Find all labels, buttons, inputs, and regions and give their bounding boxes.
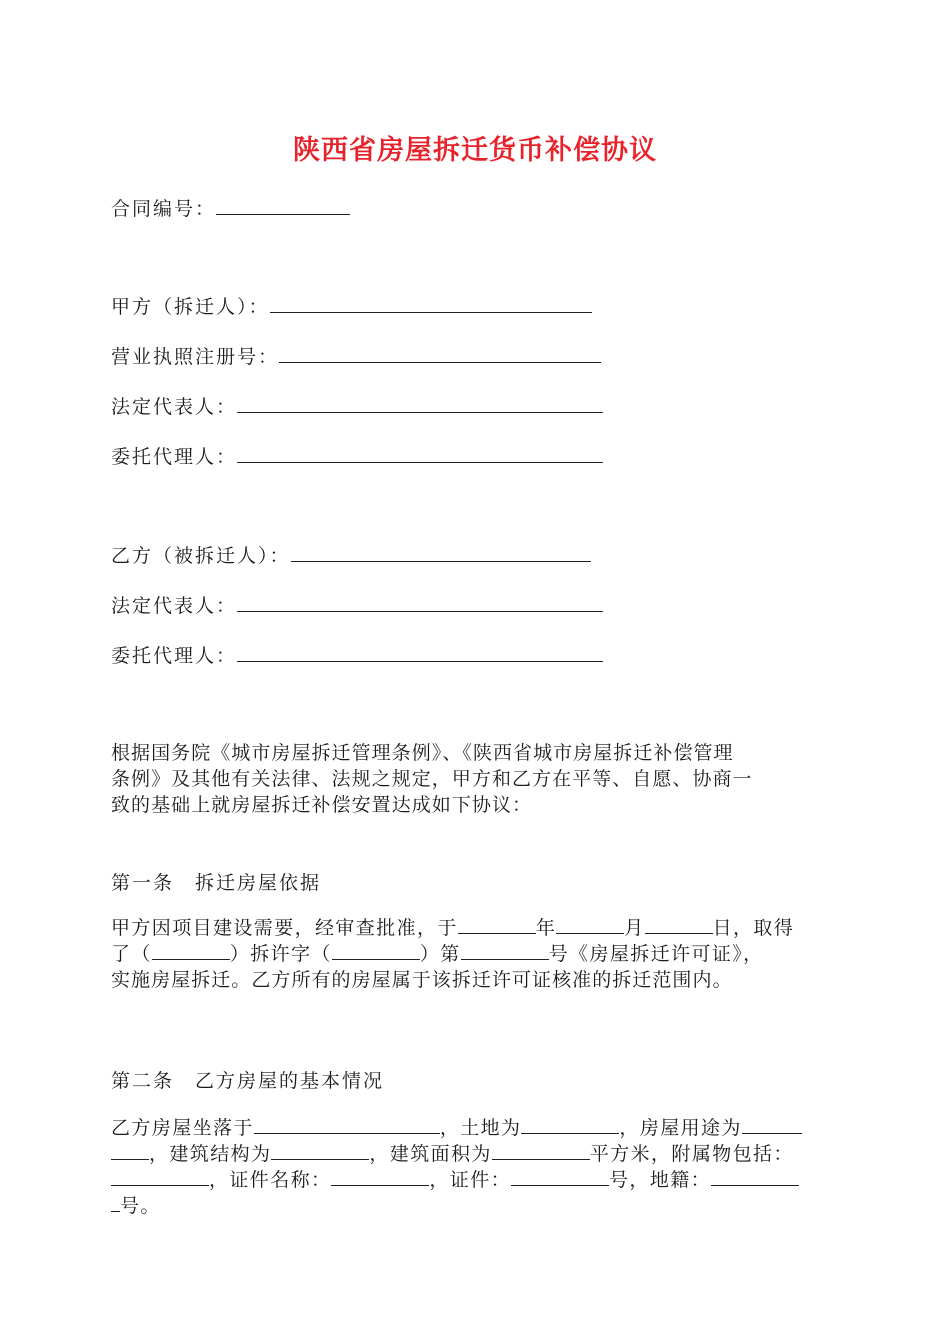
month-label: 月 <box>624 917 645 939</box>
day-label: 日，取得 <box>712 917 795 939</box>
party-b-rep-label: 法定代表人： <box>111 595 238 617</box>
article-2-line-1 <box>111 1116 802 1141</box>
year-label: 年 <box>535 917 557 939</box>
article-2-line-2 <box>111 1142 794 1167</box>
party-a-agent-label: 委托代理人： <box>111 446 238 468</box>
year-blank[interactable] <box>458 917 536 934</box>
article-1-line-3: 实施房屋拆迁。乙方所有的房屋属于该拆迁许可证核准的拆迁范围内。 <box>111 969 733 991</box>
party-a-rep-label: 法定代表人： <box>111 396 238 418</box>
article-1-text-e: 号《房屋拆迁许可证》， <box>548 943 764 965</box>
party-a-name-blank[interactable] <box>270 294 592 313</box>
month-blank[interactable] <box>556 917 624 934</box>
structure-label: ，建筑结构为 <box>149 1143 272 1165</box>
party-a-rep-blank[interactable] <box>237 394 603 413</box>
land-label: ，土地为 <box>439 1117 522 1139</box>
party-b-agent-row <box>111 643 603 669</box>
structure-blank[interactable] <box>271 1143 369 1160</box>
number-suffix: 号。 <box>120 1195 161 1217</box>
party-b-name-label: 乙方（被拆迁人）： <box>111 545 291 567</box>
permit-year-blank[interactable] <box>332 943 420 960</box>
contract-number-blank[interactable] <box>216 196 350 215</box>
usage-blank-cont[interactable] <box>111 1143 149 1160</box>
article-1-text-a: 甲方因项目建设需要，经审查批准，于 <box>111 917 458 939</box>
party-a-name-label: 甲方（拆迁人）： <box>111 296 270 318</box>
party-b-agent-label: 委托代理人： <box>111 645 238 667</box>
party-b-agent-blank[interactable] <box>237 643 603 662</box>
article-1-text-c: ）拆许字（ <box>229 943 332 965</box>
article-2-heading: 第二条 乙方房屋的基本情况 <box>111 1070 385 1092</box>
contract-number-row <box>111 196 350 222</box>
cadastral-blank-cont[interactable] <box>111 1195 120 1212</box>
article-2-line-3 <box>111 1168 799 1193</box>
intro-line-2: 条例》及其他有关法律、法规之规定，甲方和乙方在平等、自愿、协商一 <box>111 768 753 790</box>
intro-line-1: 根据国务院《城市房屋拆迁管理条例》、《陕西省城市房屋拆迁补偿管理 <box>111 742 734 764</box>
certificate-label: ，证件： <box>429 1169 512 1191</box>
party-a-rep-row <box>111 394 603 420</box>
party-a-license-blank[interactable] <box>279 344 601 363</box>
location-blank[interactable] <box>254 1117 440 1134</box>
article-2-line-4 <box>111 1194 161 1219</box>
party-b-name-row <box>111 543 591 569</box>
party-a-agent-row <box>111 444 603 470</box>
article-1-heading: 第一条 拆迁房屋依据 <box>111 872 322 894</box>
article-1-text-b: 了（ <box>111 943 152 965</box>
day-blank[interactable] <box>645 917 713 934</box>
location-label: 乙方房屋坐落于 <box>111 1117 254 1139</box>
party-a-name-row <box>111 294 592 320</box>
party-b-name-blank[interactable] <box>291 543 591 562</box>
certificate-name-label: ，证件名称： <box>209 1169 332 1191</box>
cadastral-label: 号，地籍： <box>609 1169 712 1191</box>
land-blank[interactable] <box>521 1117 619 1134</box>
article-1-text-d: ）第 <box>419 943 461 965</box>
area-label: ，建筑面积为 <box>369 1143 492 1165</box>
party-a-license-row <box>111 344 601 370</box>
area-blank[interactable] <box>492 1143 590 1160</box>
intro-line-3: 致的基础上就房屋拆迁补偿安置达成如下协议： <box>111 794 533 816</box>
area-unit-label: 平方米，附属物包括： <box>589 1143 794 1165</box>
party-a-license-label: 营业执照注册号： <box>111 346 280 368</box>
usage-blank[interactable] <box>742 1117 802 1134</box>
document-title: 陕西省房屋拆迁货币补偿协议 <box>293 135 657 166</box>
contract-number-label: 合同编号： <box>111 198 217 220</box>
appurtenance-blank[interactable] <box>111 1169 209 1186</box>
permit-org-blank[interactable] <box>152 943 230 960</box>
party-a-agent-blank[interactable] <box>237 444 603 463</box>
article-1-line-1 <box>111 916 794 941</box>
usage-label: ，房屋用途为 <box>619 1117 742 1139</box>
certificate-blank[interactable] <box>511 1169 609 1186</box>
article-1-line-2 <box>111 942 764 967</box>
party-b-rep-row <box>111 593 603 619</box>
certificate-name-blank[interactable] <box>331 1169 429 1186</box>
permit-number-blank[interactable] <box>461 943 549 960</box>
party-b-rep-blank[interactable] <box>237 593 603 612</box>
cadastral-blank[interactable] <box>711 1169 799 1186</box>
